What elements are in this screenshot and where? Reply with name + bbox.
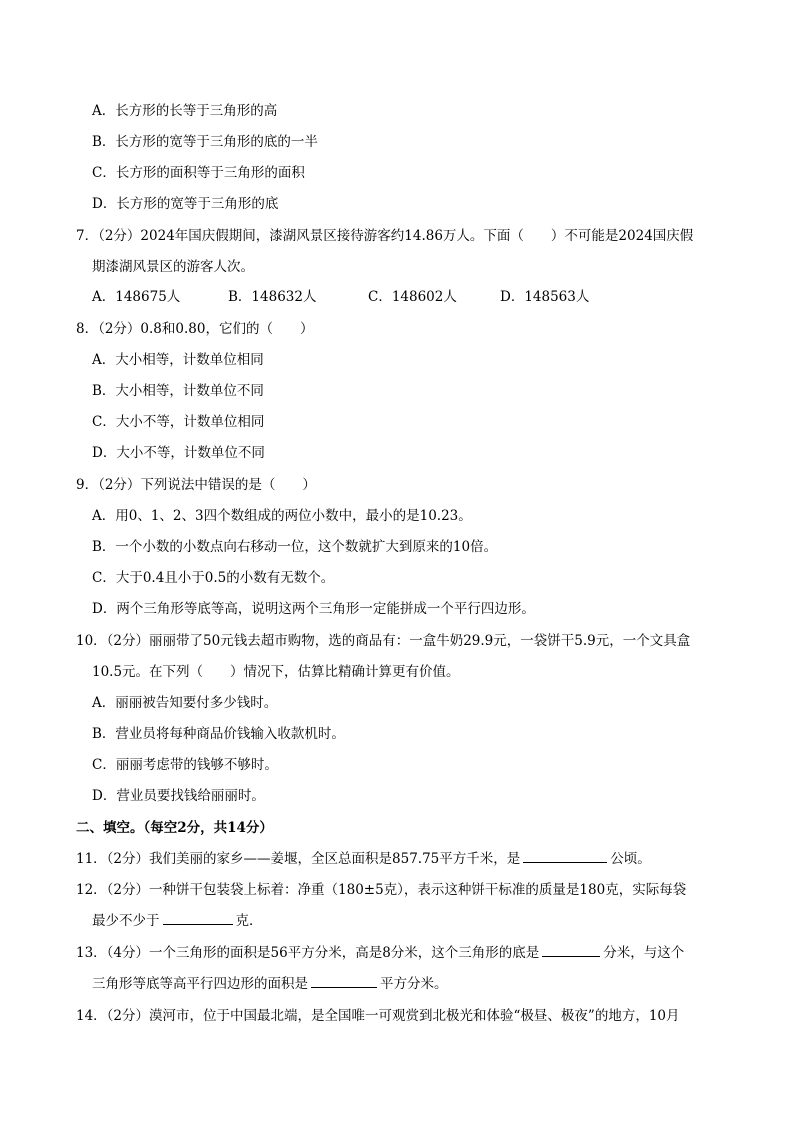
- q14-stem-line1: 14．（2分）漠河市，位于中国最北端，是全国唯一可观赏到北极光和体验“极昼、极夜”的地方，10月: [76, 1008, 680, 1024]
- q7-option-d: D．148563人: [500, 289, 590, 305]
- q7-option-a: A．148675人: [92, 289, 181, 305]
- q8-option-a: A．大小相等，计数单位相同: [92, 352, 264, 368]
- q13-line2: [92, 975, 448, 993]
- q13-text-after-2: 平方分米。: [380, 976, 448, 992]
- q8-stem: 8．（2分）0.8和0.80，它们的（ ）: [76, 321, 314, 337]
- q13-answer-blank-2[interactable]: [311, 975, 377, 988]
- q10-option-a: A．丽丽被告知要付多少钱时。: [92, 695, 278, 711]
- q6-option-a: A．长方形的长等于三角形的高: [92, 103, 278, 119]
- q10-stem-line2: 10.5元。在下列（ ）情况下，估算比精确计算更有价值。: [92, 664, 460, 680]
- q7-option-c: C．148602人: [368, 289, 457, 305]
- q12-stem-line1: 12．（2分）一种饼干包装袋上标着：净重（180±5克），表示这种饼干标准的质量是180克，实际每袋: [76, 882, 687, 898]
- q13-line1: [76, 944, 684, 962]
- q6-option-b: B．长方形的宽等于三角形的底的一半: [92, 134, 318, 150]
- q9-option-d: D．两个三角形等底等高，说明这两个三角形一定能拼成一个平行四边形。: [92, 601, 535, 617]
- q7-stem-line2: 期漆湖风景区的游客人次。: [92, 259, 254, 275]
- q11-answer-blank[interactable]: [523, 850, 607, 863]
- q12-answer-blank[interactable]: [163, 912, 233, 925]
- q13-text-before-1: 13．（4分）一个三角形的面积是56平方分米，高是8分米，这个三角形的底是: [76, 945, 540, 961]
- q8-option-c: C．大小不等，计数单位相同: [92, 414, 265, 430]
- q12-text-before: 最少不少于: [92, 913, 160, 929]
- q6-option-d: D．长方形的宽等于三角形的底: [92, 196, 279, 212]
- q10-option-b: B．营业员将每种商品价钱输入收款机时。: [92, 726, 345, 742]
- q10-option-c: C．丽丽考虑带的钱够不够时。: [92, 757, 278, 773]
- q13-text-before-2: 三角形等底等高平行四边形的面积是: [92, 976, 308, 992]
- q11: [76, 850, 651, 868]
- q6-option-c: C．长方形的面积等于三角形的面积: [92, 165, 305, 181]
- q10-stem-line1: 10．（2分）丽丽带了50元钱去超市购物，选的商品有：一盒牛奶29.9元，一袋饼干5.9元，一个文具盒: [76, 633, 691, 649]
- q9-option-a: A．用0、1、2、3四个数组成的两位小数中，最小的是10.23。: [92, 508, 472, 524]
- q8-option-d: D．大小不等，计数单位不同: [92, 445, 265, 461]
- q12-text-after: 克．: [235, 913, 263, 929]
- q8-option-b: B．大小相等，计数单位不同: [92, 383, 264, 399]
- q9-option-b: B．一个小数的小数点向右移动一位，这个数就扩大到原来的10倍。: [92, 539, 498, 555]
- q7-stem-line1: 7．（2分）2024年国庆假期间，漆湖风景区接待游客约14.86万人。下面（ ）不可能是2024国庆假: [76, 228, 694, 244]
- q9-stem: 9．（2分）下列说法中错误的是（ ）: [76, 477, 316, 493]
- section-heading-fill-in: 二、填空。（每空2分，共14分）: [76, 820, 273, 836]
- q11-text-before: 11．（2分）我们美丽的家乡——姜堰，全区总面积是857.75平方千米，是: [76, 851, 521, 867]
- q13-answer-blank-1[interactable]: [542, 944, 600, 957]
- q7-option-b: B．148632人: [228, 289, 317, 305]
- q11-text-after: 公顷。: [610, 851, 651, 867]
- q12-line2: [92, 912, 263, 930]
- q10-option-d: D．营业员要找钱给丽丽时。: [92, 788, 265, 804]
- q13-text-after-1: 分米，与这个: [603, 945, 685, 961]
- q9-option-c: C．大于0.4且小于0.5的小数有无数个。: [92, 570, 335, 586]
